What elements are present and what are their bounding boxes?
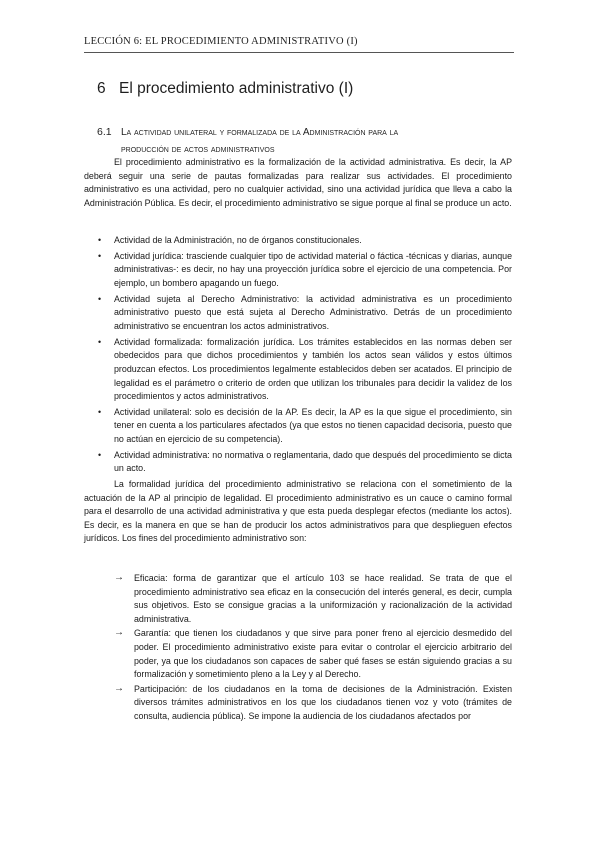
arrow-icon: → [114,572,124,583]
list-item: • Actividad de la Administración, no de órganos constitucionales. [114,234,512,248]
section-number: 6.1 [97,126,112,138]
arrow-icon: → [114,627,124,639]
bullet-marker: • [98,293,102,304]
list-item: • Actividad formalizada: formalización jurídica. Los trámites establecidos en las normas deben ser obedecidos para que dichos procedimientos y también los actos sean válidos y estos últimos produzcan efectos. Los procedimientos legalmente establecidos deben ser acatados. El principio de legalidad es el parámetro o criterio de orden que utilizan los tribunales para decidir la validez de los procedimientos y actos administrativos. [98,336,512,402]
chapter-heading [97,80,353,98]
ends-list [114,572,512,725]
running-header: LECCIÓN 6: EL PROCEDIMIENTO ADMINISTRATIVO (I) [84,36,358,47]
section-title-line2: producción de actos administrativos [121,144,275,155]
header-rule [84,52,514,53]
formality-paragraph: La formalidad jurídica del procedimiento administrativo se relaciona con el sometimiento de la actuación de la AP al principio de legalidad. El procedimiento administrativo es un cauce o camino formal para el desarrollo de una actividad administrativa y que esta pueda desplegar efectos (mediante los actos). Es decir, es la manera en que se han de producir los actos administrativos para que desplieguen efectos jurídicos. Los fines del procedimiento administrativo son: [84,479,512,544]
list-item: • Actividad administrativa: no normativa o reglamentaria, dado que después del procedimiento se dicta un acto. [98,449,512,474]
bullet-marker: • [98,336,102,347]
bullet-marker: • [98,250,102,261]
bullet-marker: • [98,235,102,245]
chapter-title: El procedimiento administrativo (I) [119,80,354,97]
bullet-marker: • [98,449,102,460]
list-item: → Garantía: que tienen los ciudadanos y que sirve para poner freno al ejercicio desmedido del poder. El procedimiento administrativo existe para evitar o controlar el ejercicio arbitrario del poder, ya que los ciudadanos son capaces de saber qué fases se están siguiendo gracias a su formalización y sometimiento pleno a la Ley y al Derecho. [114,627,512,680]
list-item: → Eficacia: forma de garantizar que el artículo 103 se hace realidad. Se trata de que el procedimiento administrativo sea eficaz en la consecución del interés general, es decir, cumpla sus objetivos. Esto se consigue gracias a la uniformización y racionalización de la actividad administrativa. [114,572,512,624]
intro-paragraph: El procedimiento administrativo es la formalización de la actividad administrativa. Es decir, la AP deberá seguir una serie de pautas formalizadas para realizar sus actividades. El procedimiento administrativo es una actividad, pero no cualquier actividad, sino una actividad jurídica que lleva a cabo la Administración Pública. Es decir, el procedimiento administrativo se sigue porque al final se produce un acto. [84,157,512,208]
chapter-number: 6 [97,80,106,97]
characteristics-list [98,234,512,478]
section-title-line1: La actividad unilateral y formalizada de la Administración para la [121,127,399,138]
list-item: • Actividad sujeta al Derecho Administrativo: la actividad administrativa es un procedimiento administrativo puesto que está sujeta al Derecho Administrativo. Detrás de un procedimiento administrativo se encuentran los actos administrativos. [98,293,512,331]
list-item: • Actividad unilateral: solo es decisión de la AP. Es decir, la AP es la que sigue el procedimiento, sin tener en cuenta a los particulares afectados (ya que estos no tienen capacidad decisoria, puesto que no actúan en ejercicio de su competencia). [98,406,512,445]
bullet-marker: • [98,406,102,417]
arrow-icon: → [114,682,124,694]
section-heading [97,124,507,158]
list-item: • Actividad jurídica: trasciende cualquier tipo de actividad material o fáctica -técnicas y diarias, aunque administrativas-: es decir, no hay una proyección jurídica sobre el ejercicio de una competencia. Por ejemplo, un bombero apagando un fuego. [98,250,512,288]
list-item: → Participación: de los ciudadanos en la toma de decisiones de la Administración. Existen diversos trámites administrativos en los que los ciudadanos tienen voz y voto (trámites de consulta, audiencia pública). Se impone la audiencia de los ciudadanos afectados por [114,682,512,721]
